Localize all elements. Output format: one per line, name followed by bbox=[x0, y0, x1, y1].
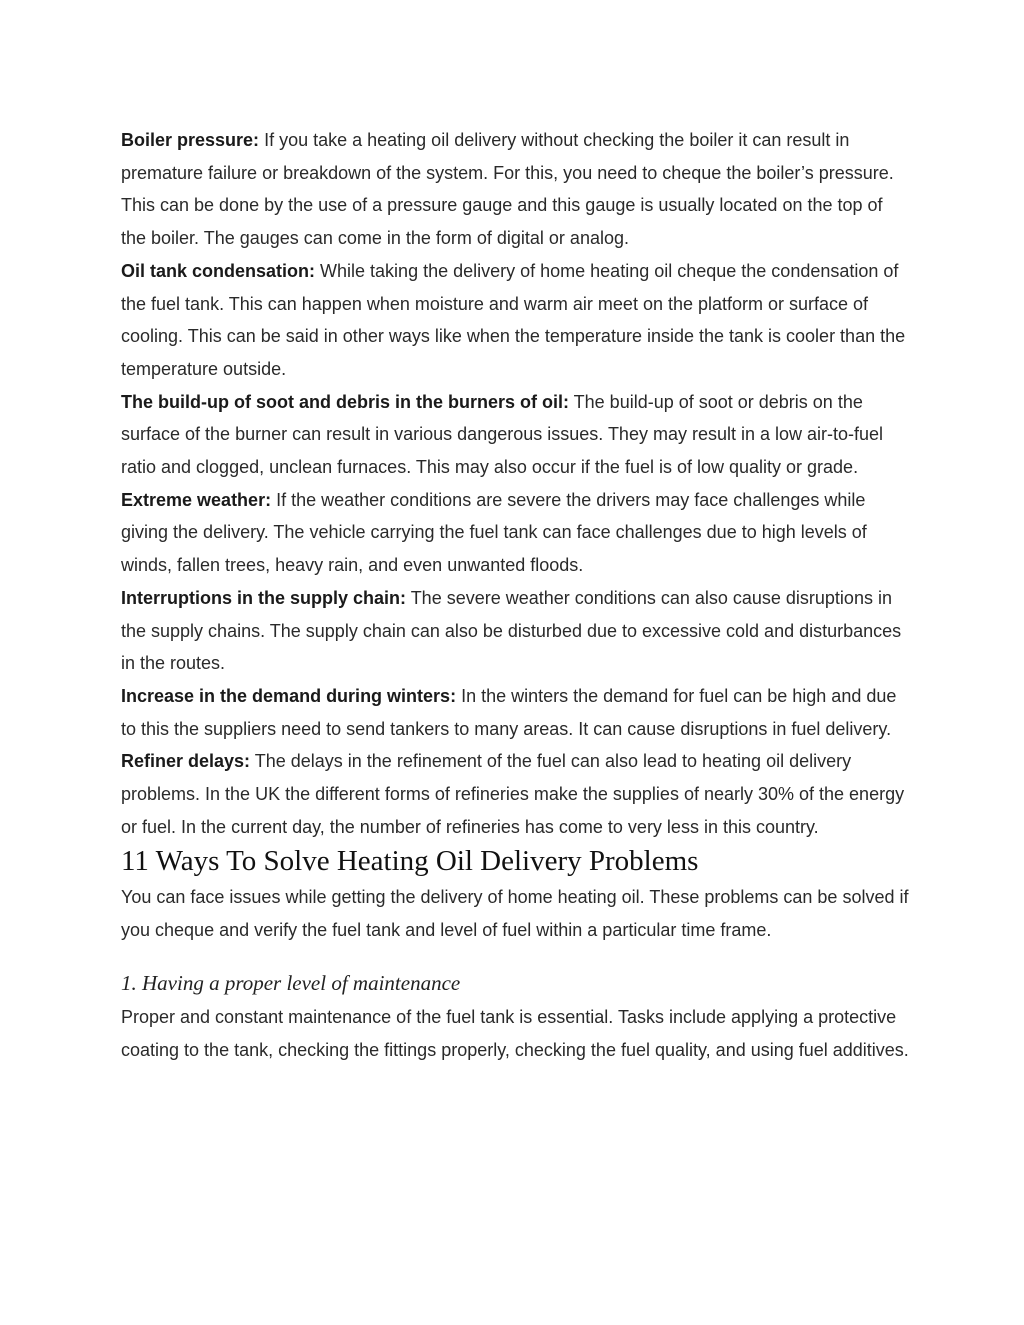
document-page bbox=[121, 124, 911, 1066]
issue-extreme-weather bbox=[121, 484, 911, 582]
issue-winter-demand bbox=[121, 680, 911, 745]
issue-supply-chain bbox=[121, 582, 911, 680]
issue-text: While taking the delivery of home heating oil cheque the condensation of the fuel tank. This can happen when moisture and warm air meet on the platform or surface of cooling. This can be said in other ways like when the temperature inside the tank is cooler than the temperature outside. bbox=[121, 260, 906, 379]
issue-term: Extreme weather: bbox=[121, 489, 272, 510]
issue-refiner-delays bbox=[121, 745, 911, 843]
issue-term: The build-up of soot and debris in the burners of oil: bbox=[121, 391, 569, 412]
issue-text: If the weather conditions are severe the drivers may face challenges while giving the delivery. The vehicle carrying the fuel tank can face challenges due to high levels of winds, fallen trees, heavy rain, and even unwanted floods. bbox=[121, 489, 867, 576]
subsection-heading: 1. Having a proper level of maintenance bbox=[121, 970, 461, 995]
issue-term: Increase in the demand during winters: bbox=[121, 685, 457, 706]
issue-text: The severe weather conditions can also cause disruptions in the supply chains. The supply chain can also be disturbed due to excessive cold and disturbances in the routes. bbox=[121, 587, 902, 674]
issue-term: Refiner delays: bbox=[121, 751, 251, 772]
issue-soot-build-up bbox=[121, 386, 911, 484]
issue-term: Interruptions in the supply chain: bbox=[121, 587, 407, 608]
issue-text: The delays in the refinement of the fuel can also lead to heating oil delivery problems. In the UK the different forms of refineries make the supplies of nearly 30% of the energy or fuel. In the current day, the number of refineries has come to very less in this country. bbox=[121, 751, 905, 837]
issue-text: In the winters the demand for fuel can be high and due to this the suppliers need to send tankers to many areas. It can cause disruptions in fuel delivery. bbox=[121, 685, 897, 739]
issue-text: The build-up of soot or debris on the surface of the burner can result in various dangerous issues. They may result in a low air-to-fuel ratio and clogged, unclean furnaces. This may also occur if the fuel is of low quality or grade. bbox=[121, 391, 884, 478]
issue-oil-tank-condensation bbox=[121, 255, 911, 386]
issue-boiler-pressure bbox=[121, 124, 911, 255]
subsection-body: Proper and constant maintenance of the fuel tank is essential. Tasks include applying a protective coating to the tank, checking the fittings properly, checking the fuel quality, and using fuel additives. bbox=[121, 1006, 909, 1060]
section-heading: 11 Ways To Solve Heating Oil Delivery Problems bbox=[121, 845, 699, 878]
issue-term: Oil tank condensation: bbox=[121, 260, 316, 281]
section-intro: You can face issues while getting the delivery of home heating oil. These problems can be solved if you cheque and verify the fuel tank and level of fuel within a particular time frame. bbox=[121, 887, 909, 941]
issue-text: If you take a heating oil delivery without checking the boiler it can result in premature failure or breakdown of the system. For this, you need to cheque the boiler’s pressure. This can be done by the use of a pressure gauge and this gauge is usually located on the top of the boiler. The gauges can come in the form of digital or analog. bbox=[121, 130, 894, 249]
issue-term: Boiler pressure: bbox=[121, 130, 260, 150]
